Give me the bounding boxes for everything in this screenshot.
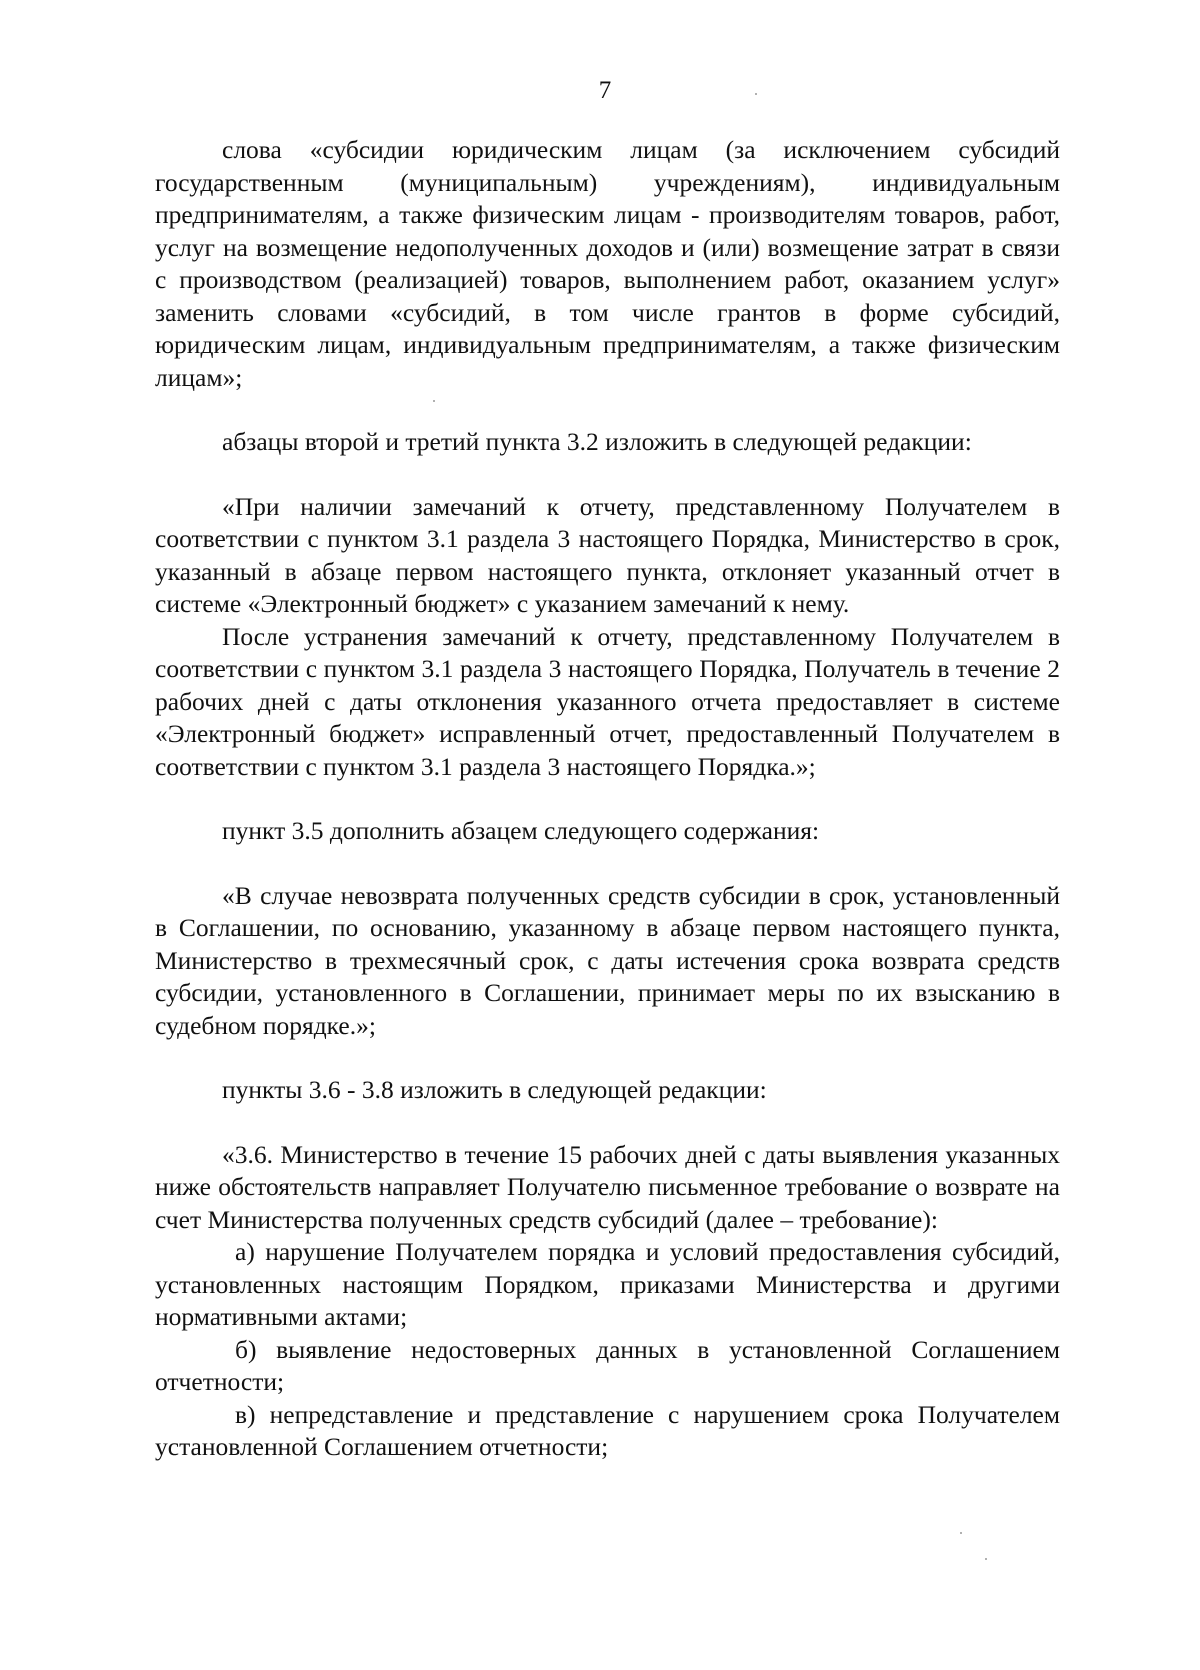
paragraph-instruction-3-5: пункт 3.5 дополнить абзацем следующего содержания:: [222, 816, 820, 845]
paragraph-instruction-3-6-3-8: пункты 3.6 - 3.8 изложить в следующей редакции:: [222, 1075, 767, 1104]
paragraph-instruction-3-2: абзацы второй и третий пункта 3.2 изложить в следующей редакции:: [222, 427, 972, 456]
paragraph-quote-remarks: «При наличии замечаний к отчету, представленному Получателем в соответствии с пунктом 3.1 раздела 3 настоящего Порядка, Министерство в срок, указанный в абзаце первом настоящего пункта, отклоняет указанный отчет в системе «Электронный бюджет» с указанием замечаний к нему.: [155, 491, 1060, 618]
list-item-a: а) нарушение Получателем порядка и условий предоставления субсидий, установленных настоящим Порядком, приказами Министерства и другими нормативными актами;: [155, 1237, 1060, 1331]
scan-speck: [985, 1558, 987, 1560]
page-number: 7: [598, 77, 612, 104]
scan-speck: [755, 93, 757, 95]
scan-speck: [960, 1532, 962, 1534]
paragraph-replace-words: слова «субсидии юридическим лицам (за исключением субсидий государственным (муниципальным) учреждениям), индивидуальным предпринимателям, а также физическим лицам - производителям товаров, работ, услуг на возмещение недополученных доходов и (или) возмещение затрат в связи с производством (реализацией) товаров, выполнением работ, оказанием услуг» заменить словами «субсидий, в том числе грантов в форме субсидий, юридическим лицам, индивидуальным предпринимателям, а также физическим лицам»;: [155, 135, 1060, 392]
paragraph-quote-after-remarks: После устранения замечаний к отчету, представленному Получателем в соответствии с пунктом 3.1 раздела 3 настоящего Порядка, Получатель в течение 2 рабочих дней с даты отклонения указанного отчета предоставляет в системе «Электронный бюджет» исправленный отчет, предоставленный Получателем в соответствии с пунктом 3.1 раздела 3 настоящего Порядка.»;: [155, 621, 1060, 781]
paragraph-quote-nonreturn: «В случае невозврата полученных средств субсидии в срок, установленный в Соглашении, по основанию, указанному в абзаце первом настоящего пункта, Министерство в трехмесячный срок, с даты истечения срока возврата средств субсидии, установленного в Соглашении, принимает меры по их взысканию в судебном порядке.»;: [155, 880, 1060, 1040]
list-item-b: б) выявление недостоверных данных в установленной Соглашением отчетности;: [155, 1334, 1060, 1396]
document-body: [155, 134, 1060, 1464]
list-item-v: в) непредставление и представление с нарушением срока Получателем установленной Соглашением отчетности;: [155, 1399, 1060, 1461]
paragraph-quote-3-6: «3.6. Министерство в течение 15 рабочих дней с даты выявления указанных ниже обстоятельств направляет Получателю письменное требование о возврате на счет Министерства полученных средств субсидий (далее – требование):: [155, 1139, 1060, 1234]
scan-speck: [433, 400, 435, 402]
